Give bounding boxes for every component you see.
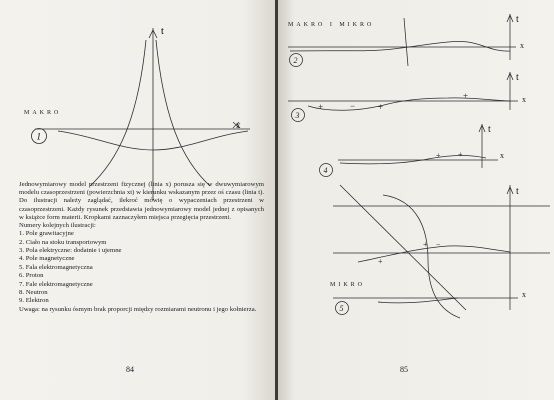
note: Uwaga: na rysunku ósmym brak proporcji między rozmiarami neutronu i jego kołnierza.	[19, 305, 257, 313]
figure-5-electromagnetic-wave	[333, 185, 550, 318]
plus-sign: +	[378, 102, 384, 112]
makro-i-mikro-header: MAKRO I MIKRO	[288, 22, 375, 28]
horn-curve-right	[156, 40, 210, 186]
plus-sign: +	[458, 150, 463, 159]
space-curve	[340, 155, 486, 163]
list-item: 1. Pole grawitacyjne	[19, 230, 74, 238]
list-item: 4. Pole magnetyczne	[19, 255, 75, 263]
t-axis-label: t	[516, 186, 519, 197]
minus-sign: −	[436, 240, 441, 249]
plus-sign: +	[463, 91, 469, 101]
space-curve	[290, 42, 510, 52]
slope-line	[404, 18, 408, 66]
figure-2-body-on-slope	[288, 14, 516, 67]
right-page	[278, 0, 554, 400]
makro-label: MAKRO	[24, 110, 62, 116]
figures-2-to-5	[278, 0, 554, 400]
page-number-left: 84	[126, 365, 134, 374]
left-page	[0, 0, 276, 400]
plus-sign: +	[378, 257, 383, 266]
figure-number: 3	[295, 111, 300, 120]
list-item: 8. Neutron	[19, 289, 48, 297]
minus-sign: −	[350, 101, 356, 111]
list-item: 3. Pola elektryczne: dodatnie i ujemne	[19, 247, 122, 255]
list-title: Numery kolejnych ilustracji:	[19, 222, 96, 230]
wave-curve	[383, 195, 460, 318]
x-axis-label: x	[522, 290, 526, 299]
figure-number: 1	[36, 131, 41, 142]
list-item: 2. Ciało na stoku transportowym	[19, 238, 107, 246]
list-item: 5. Fala elektromagnetyczna	[19, 263, 93, 271]
x-axis-label: x	[522, 95, 526, 104]
figure-number: 4	[323, 166, 328, 175]
space-curve-lower	[378, 298, 458, 303]
horn-curve-left	[90, 40, 146, 186]
mikro-label: MIKRO	[330, 282, 366, 288]
list-item: 7. Fale elektromagnetyczne	[19, 280, 93, 288]
diagonal-line	[340, 185, 466, 310]
page-number-right: 85	[400, 365, 408, 374]
figure-3-electric-fields	[288, 72, 518, 122]
figure-caption	[19, 181, 264, 314]
t-axis-label: t	[516, 72, 519, 83]
illustration-list	[19, 230, 264, 306]
figure-number: 5	[339, 304, 344, 313]
x-axis-label: x	[520, 41, 524, 50]
x-axis-label: x	[236, 120, 241, 130]
t-axis-label: t	[488, 124, 491, 135]
figure-4-magnetic-field	[320, 124, 499, 177]
t-axis-label: t	[161, 26, 164, 37]
t-axis-label: t	[516, 14, 519, 25]
plus-sign: +	[423, 240, 428, 249]
plus-sign: +	[318, 102, 324, 112]
figure-number: 2	[293, 56, 298, 65]
x-axis-label: x	[500, 151, 504, 160]
caption-intro: Jednowymiarowy model przestrzeni fizycznej (linia x) porusza się w dwuwymiarowym modelu czasoprzestrzeni (powierzchnia xt) w kierunku wskazanym przez oś czasu (linia t). Do ilustracji należy zaglądać, ilekroć mówię o wypaczeniach przestrzeni w czasoprzestrzeni. Każdy rysunek przedstawia jednowymiarowy model jednej z opisanych w książce form materii. Kropkami zaznaczyłem miejsca przegięcia przestrzeni.	[19, 181, 264, 221]
plus-sign: +	[436, 151, 441, 160]
list-item: 9. Elektron	[19, 297, 49, 305]
space-curve	[308, 98, 510, 110]
list-item: 6. Proton	[19, 272, 44, 280]
